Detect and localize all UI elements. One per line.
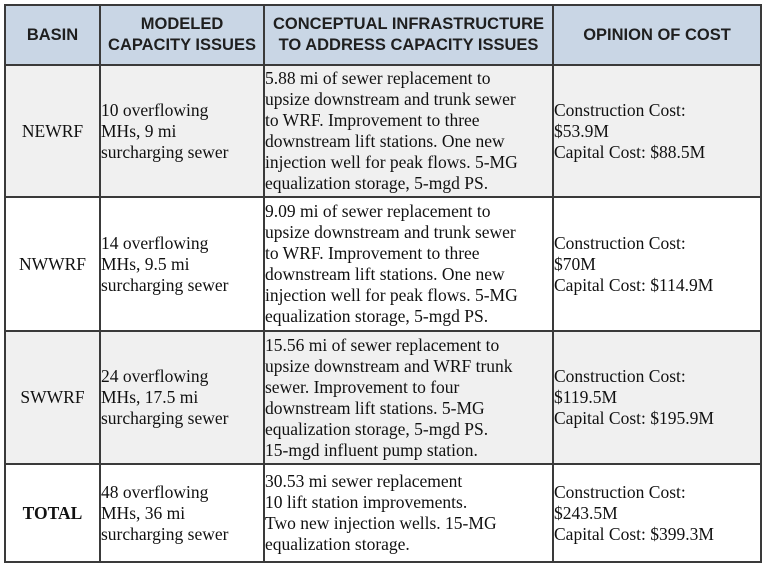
infrastructure-cell: 5.88 mi of sewer replacement to upsize downstream and trunk sewer to WRF. Improvement to three downstream lift stations. One new injection well for peak flows. 5-MG equalization storage, 5-mgd PS. — [264, 65, 553, 197]
basin-cell: NWWRF — [5, 197, 100, 331]
cost-cell: Construction Cost: $243.5M Capital Cost: $399.3M — [553, 464, 761, 562]
table-row — [5, 197, 761, 331]
basin-cell: NEWRF — [5, 65, 100, 197]
capacity-issues-cell: 10 overflowing MHs, 9 mi surcharging sewer — [100, 65, 264, 197]
capacity-issues-table-container — [4, 4, 760, 559]
table-row-total — [5, 464, 761, 562]
infrastructure-cell: 15.56 mi of sewer replacement to upsize downstream and WRF trunk sewer. Improvement to four downstream lift stations. 5-MG equalization storage, 5-mgd PS. 15-mgd influent pump station. — [264, 331, 553, 464]
basin-cell: SWWRF — [5, 331, 100, 464]
cost-cell: Construction Cost: $53.9M Capital Cost: $88.5M — [553, 65, 761, 197]
header-conceptual-infrastructure: CONCEPTUAL INFRASTRUCTURE TO ADDRESS CAPACITY ISSUES — [264, 5, 553, 65]
infrastructure-cell: 30.53 mi sewer replacement 10 lift station improvements. Two new injection wells. 15-MG equalization storage. — [264, 464, 553, 562]
table-header-row — [5, 5, 761, 65]
table-row — [5, 65, 761, 197]
capacity-issues-cell: 48 overflowing MHs, 36 mi surcharging sewer — [100, 464, 264, 562]
capacity-issues-cell: 14 overflowing MHs, 9.5 mi surcharging sewer — [100, 197, 264, 331]
cost-cell: Construction Cost: $70M Capital Cost: $114.9M — [553, 197, 761, 331]
infrastructure-cell: 9.09 mi of sewer replacement to upsize downstream and trunk sewer to WRF. Improvement to three downstream lift stations. One new injection well for peak flows. 5-MG equalization storage, 5-mgd PS. — [264, 197, 553, 331]
capacity-issues-table — [4, 4, 762, 563]
basin-cell-total: TOTAL — [5, 464, 100, 562]
capacity-issues-cell: 24 overflowing MHs, 17.5 mi surcharging sewer — [100, 331, 264, 464]
header-basin: BASIN — [5, 5, 100, 65]
header-modeled-capacity-issues: MODELED CAPACITY ISSUES — [100, 5, 264, 65]
cost-cell: Construction Cost: $119.5M Capital Cost: $195.9M — [553, 331, 761, 464]
table-row — [5, 331, 761, 464]
header-opinion-of-cost: OPINION OF COST — [553, 5, 761, 65]
